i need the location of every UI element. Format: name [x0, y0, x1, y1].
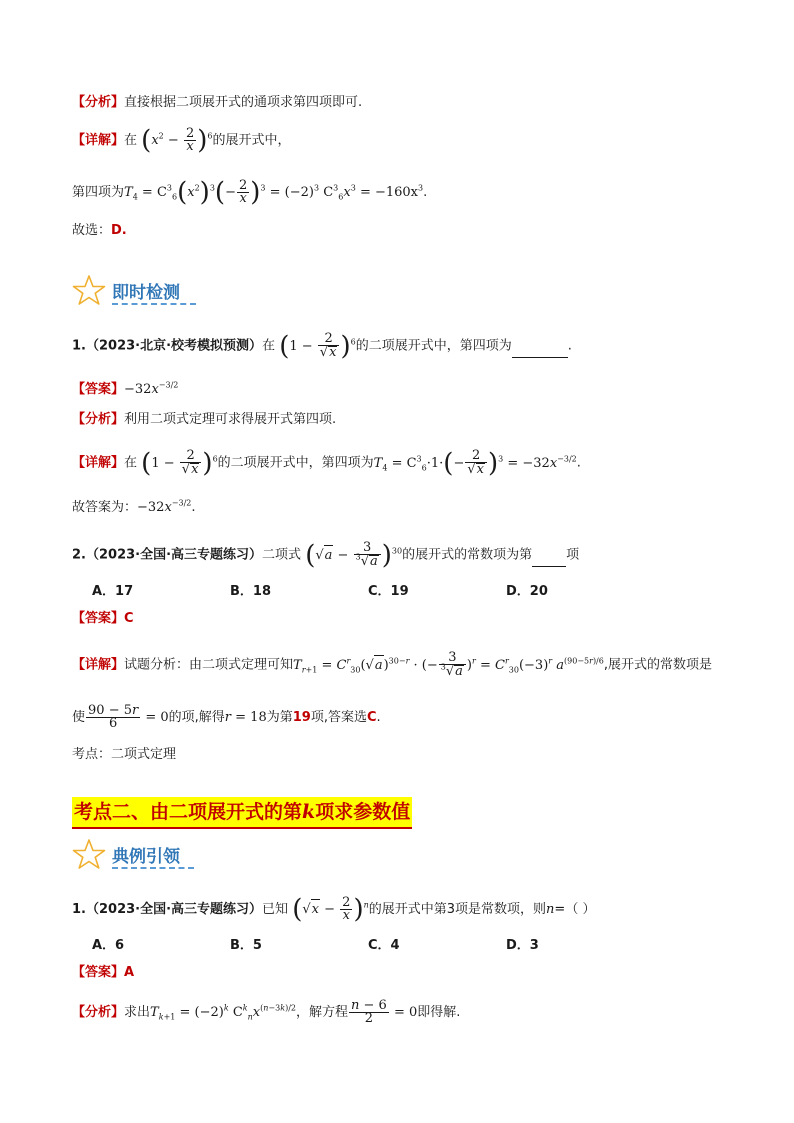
answer-blank: [532, 546, 566, 567]
detail-tag: 【详解】: [72, 133, 125, 148]
question-3-end: =（ ）: [554, 902, 596, 917]
detail-end: .: [576, 455, 581, 471]
question-3-pre: 已知: [262, 902, 289, 917]
fourth-term-pre: 第四项为: [72, 185, 125, 200]
section-example-underline: [112, 867, 194, 869]
analysis-tag: 【分析】: [72, 1005, 125, 1020]
answer-blank: [512, 337, 568, 358]
detail2-answer: C: [366, 710, 377, 725]
fourth-term-result: = −160x: [359, 185, 418, 200]
detail2-term: 19: [292, 710, 311, 725]
question-1-source: （2023·北京·校考模拟预测）: [85, 338, 263, 354]
answer-value: C: [124, 611, 134, 626]
analysis-tag: 【分析】: [72, 412, 125, 427]
answer-tag: 【答案】: [72, 382, 125, 397]
detail-post: 的展开式中，: [212, 133, 291, 148]
question-2-choices: [92, 582, 644, 602]
point-text: 考点：二项式定理: [72, 747, 177, 762]
question-3-answer: [72, 963, 134, 983]
question-3-source: （2023·全国·高三专题练习）: [85, 902, 263, 917]
final-expression: $-32x^{-3/2}$.: [137, 498, 196, 515]
question-3-post: 的展开式中第3项是常数项，则: [368, 902, 547, 917]
question-2-detail-2: [72, 705, 381, 730]
detail2-mid3: 项,答案选: [310, 710, 367, 725]
detail-tag: 【详解】: [72, 657, 125, 673]
detail-tag: 【详解】: [72, 455, 125, 471]
topic-title-a: 考点二、由二项展开式的第: [74, 801, 303, 823]
analysis-pre: 求出: [124, 1005, 151, 1020]
analysis-text: 利用二项式定理可求得展开式第四项.: [124, 412, 337, 427]
question-1: [72, 333, 572, 359]
detail-post: ,展开式的常数项是: [603, 657, 712, 673]
analysis-mid: ，解方程: [295, 1005, 348, 1020]
question-3-n: n: [546, 902, 555, 917]
topic-k: k: [302, 801, 316, 823]
answer-tag: 【答案】: [72, 611, 125, 626]
question-2-source: （2023·全国·高三专题练习）: [85, 547, 263, 563]
section-check-header: [72, 274, 180, 306]
r-solution: r = 18: [224, 710, 267, 725]
question-3-expression: (√x − $\frac{2}{x}$ )$^n$: [292, 894, 369, 925]
question-1-analysis: [72, 410, 336, 430]
question-2-detail: [72, 652, 712, 678]
choice-d[interactable]: D．20: [506, 584, 548, 599]
choice-c[interactable]: C．19: [368, 584, 409, 599]
question-2-post: 的展开式的常数项为第: [402, 547, 533, 563]
detail-formula: $T_4 = C^3_6\cdot 1\cdot(-$ $\frac{2}{√x}$ )$^3 = -32x^{-3/2}$: [373, 448, 577, 478]
question-1-final: [72, 498, 196, 518]
answer-expression: $-32x^{-3/2}$: [124, 380, 179, 397]
detail-line-1: [72, 125, 291, 156]
question-1-answer: [72, 380, 178, 400]
detail-expression: (1 − $\frac{2}{√x}$ )$^6$: [141, 448, 218, 478]
section-example-header: [72, 838, 180, 870]
choice-c[interactable]: C．4: [368, 938, 400, 953]
exponent-equation: $\frac{90 - 5r}{6}$ = 0: [88, 703, 169, 731]
choice-b[interactable]: B．18: [230, 584, 271, 599]
analysis-end: 即得解.: [417, 1005, 461, 1020]
choose-line-1: [72, 221, 127, 241]
detail-mid: 的二项展开式中，第四项为: [217, 455, 374, 471]
general-term-formula: $T_{r+1} = C^r_{30}(√a)^{30-r}$ · (− $\frac{3}{^3√a}$ )$^r = C^r_{30}(-3)^r$ $a^{(90-5r)/6}$: [293, 650, 604, 679]
binomial-expression: ($x^2$ − $\frac{2}{x}$ )$^6$: [141, 125, 213, 156]
n-equation: $\frac{n - 6}{2}$ = 0: [351, 998, 418, 1026]
section-example-title: 典例引领: [112, 846, 180, 867]
question-3-number: 1.: [72, 902, 86, 917]
answer-value: A: [124, 965, 135, 980]
choose-answer: D.: [111, 223, 127, 238]
analysis-text: 直接根据二项展开式的通项求第四项即可.: [124, 95, 363, 110]
fourth-term-line: [72, 177, 428, 208]
choice-d[interactable]: D．3: [506, 938, 539, 953]
question-2-point: [72, 745, 176, 765]
question-1-number: 1.: [72, 338, 86, 354]
question-1-post: 的二项展开式中，第四项为: [355, 338, 512, 354]
detail2-mid2: 为第: [266, 710, 293, 725]
question-2-expression: (√a − $\frac{3}{^3√a}$ )$^{30}$: [305, 540, 403, 570]
analysis-line-1: [72, 93, 362, 113]
general-term-formula: $T_{k+1} = (-2)^k$ $C^k_nx^{(n-3k)/2}$: [150, 1003, 296, 1022]
fourth-term-formula: $T_4 = C^3_6(x^2)^3(-$ $\frac{2}{x}$ )$^3 = (-2)^3$ $C^3_6x^3 = -160x^3$: [124, 177, 424, 208]
section-check-title: 即时检测: [112, 282, 180, 303]
detail-pre: 在: [124, 455, 138, 471]
choose-pre: 故选：: [72, 223, 112, 238]
question-2-end: 项: [566, 547, 580, 563]
question-3-choices: [92, 936, 644, 956]
detail2-end: .: [376, 710, 381, 725]
choice-a[interactable]: A．17: [92, 584, 134, 599]
choice-a[interactable]: A．6: [92, 938, 125, 953]
question-1-expression: (1 − $\frac{2}{√x}$ )$^6$: [279, 331, 356, 361]
question-2-answer: [72, 609, 134, 629]
question-1-pre: 在: [262, 338, 276, 354]
star-icon: [72, 274, 106, 306]
detail2-mid: 的项,解得: [168, 710, 225, 725]
detail2-pre: 使: [72, 710, 86, 725]
topic-heading: [72, 797, 412, 829]
star-icon: [72, 838, 106, 870]
question-2-number: 2.: [72, 547, 86, 563]
topic-title-b: 项求参数值: [315, 801, 411, 823]
fourth-term-end: .: [423, 185, 428, 200]
detail-pre: 试题分析：由二项式定理可知: [124, 657, 294, 673]
question-3-analysis: [72, 1000, 460, 1025]
choice-b[interactable]: B．5: [230, 938, 262, 953]
question-2-pre: 二项式: [262, 547, 302, 563]
section-check-underline: [112, 303, 196, 305]
question-3: [72, 894, 596, 925]
question-2: [72, 542, 579, 568]
final-pre: 故答案为：: [72, 500, 138, 515]
detail-pre: 在: [124, 133, 138, 148]
question-1-detail: [72, 450, 581, 476]
question-1-end: .: [567, 338, 572, 354]
answer-tag: 【答案】: [72, 965, 125, 980]
analysis-tag: 【分析】: [72, 95, 125, 110]
